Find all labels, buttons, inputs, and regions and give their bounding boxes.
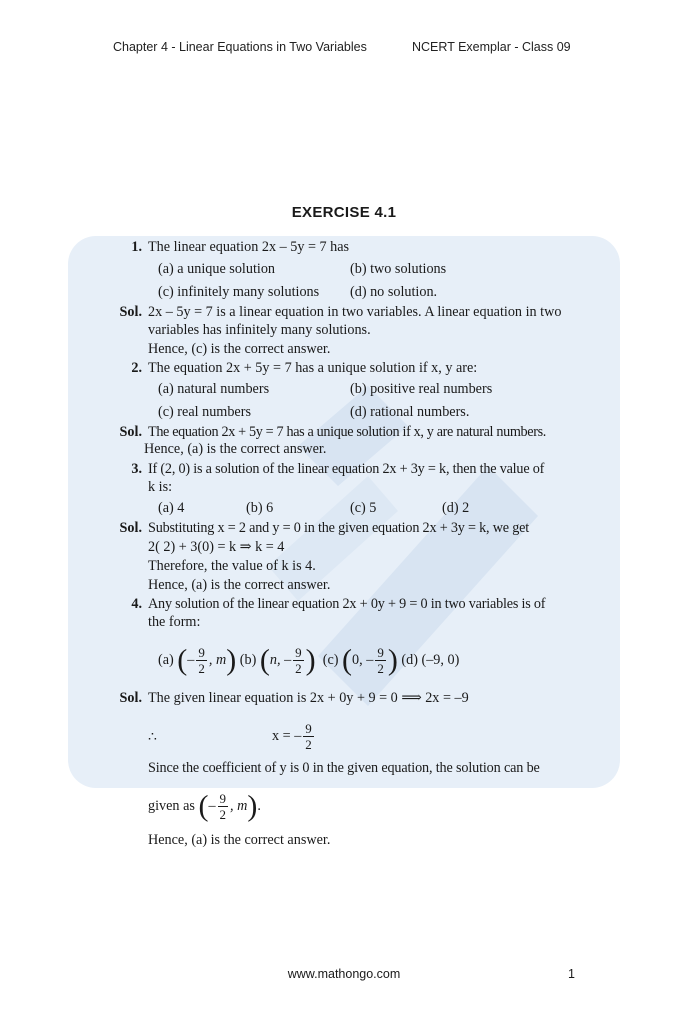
fraction <box>218 791 229 822</box>
fraction-denominator: 2 <box>219 807 227 823</box>
fraction-numerator: 9 <box>198 645 205 661</box>
question-number: 2. <box>131 360 142 376</box>
solution-text: Substituting x = 2 and y = 0 in the given equation 2x + 3y = k, we get <box>148 520 529 536</box>
fraction <box>196 645 207 676</box>
option-d: (d) no solution. <box>350 284 438 300</box>
solution-text: 2x – 5y = 7 is a linear equation in two variables. A linear equation in two <box>148 304 562 320</box>
solution-label: Sol. <box>119 424 142 440</box>
solution-text: Therefore, the value of k is 4. <box>148 558 316 574</box>
option-b-label: (b) <box>239 652 257 668</box>
solution-label: Sol. <box>119 304 142 320</box>
question-text: Any solution of the linear equation 2x + 0y + 9 = 0 in two variables is of <box>148 596 546 612</box>
option-a: (a) 4 <box>158 500 185 516</box>
option-a: (a) natural numbers <box>158 381 270 397</box>
option-b-text: n, – <box>269 652 292 668</box>
solution-text: Since the coefficient of y is 0 in the given equation, the solution can be <box>148 760 540 776</box>
solution-text: The equation 2x + 5y = 7 has a unique solution if x, y are natural numbers. <box>148 424 546 440</box>
exercise-title: EXERCISE 4.1 <box>291 204 397 221</box>
option-a: (a) a unique solution <box>158 261 276 277</box>
solution-option: , m <box>230 798 248 814</box>
fraction-denominator: 2 <box>377 661 384 677</box>
question-number: 1. <box>131 239 142 255</box>
solution-answer: Hence, (a) is the correct answer. <box>148 577 331 593</box>
option-c: (c) infinitely many solutions <box>158 284 320 300</box>
solution-equation <box>272 716 316 756</box>
footer-url[interactable]: www.mathongo.com <box>287 967 401 981</box>
fraction <box>303 721 314 752</box>
option-a-text: , m <box>208 652 227 668</box>
solution-text: variables has infinitely many solutions. <box>148 322 371 338</box>
fraction-numerator: 9 <box>377 645 384 661</box>
solution-label: Sol. <box>119 520 142 536</box>
question-text: the form: <box>148 614 201 630</box>
option-a-label: (a) <box>158 652 174 668</box>
question-number: 4. <box>131 596 142 612</box>
question-number: 3. <box>131 461 142 477</box>
solution-text-start: given as <box>148 798 195 814</box>
question-text: If (2, 0) is a solution of the linear equation 2x + 3y = k, then the value of <box>148 461 545 477</box>
option-b: (b) 6 <box>246 500 274 516</box>
solution-text: 2( 2) + 3(0) = k ⇒ k = 4 <box>148 539 285 555</box>
option-b: (b) two solutions <box>350 261 447 277</box>
minus-sign: – <box>187 652 195 668</box>
fraction-numerator: 9 <box>305 721 312 737</box>
solution-text: The given linear equation is 2x + 0y + 9 = 0 ⟹ 2x = –9 <box>148 690 469 706</box>
option-d: (d) 2 <box>442 500 470 516</box>
fraction <box>375 645 386 676</box>
option-c-label: (c) <box>322 652 339 668</box>
solution-text: given as (– $\frac{9}{2}$ , m). <box>148 789 261 823</box>
equation-lhs: x = – <box>272 728 302 744</box>
question-text: k is: <box>148 479 173 495</box>
solution-answer: Hence, (c) is the correct answer. <box>148 341 331 357</box>
option-d-text: (–9, 0) <box>421 652 460 668</box>
solution-answer: Hence, (a) is the correct answer. <box>148 832 331 848</box>
fraction-denominator: 2 <box>198 661 205 677</box>
fraction <box>293 645 304 676</box>
minus-sign: – <box>208 798 216 814</box>
solution-answer: Hence, (a) is the correct answer. <box>144 441 327 457</box>
question-text: The linear equation 2x – 5y = 7 has <box>148 239 350 255</box>
question-text: The equation 2x + 5y = 7 has a unique solution if x, y are: <box>148 360 478 376</box>
page-number: 1 <box>568 967 575 981</box>
option-d-label: (d) <box>401 652 418 668</box>
option-row: (a) (– $\frac{9}{2}$ , m) (b) (n, – $\frac{9}{2}$ ) (c) (0, – $\frac{9}{2}$ ) (d) (–9, 0) <box>158 643 460 677</box>
option-c-text: 0, – <box>352 652 374 668</box>
solution-label: Sol. <box>119 690 142 706</box>
option-c: (c) real numbers <box>158 404 251 420</box>
header-chapter: Chapter 4 - Linear Equations in Two Variables <box>113 40 367 54</box>
option-b: (b) positive real numbers <box>350 381 493 397</box>
option-c: (c) 5 <box>350 500 377 516</box>
fraction-numerator: 9 <box>295 645 302 661</box>
therefore-symbol: ∴ <box>148 729 158 745</box>
header-book: NCERT Exemplar - Class 09 <box>412 40 571 54</box>
fraction-numerator: 9 <box>219 791 227 807</box>
option-d: (d) rational numbers. <box>350 404 470 420</box>
fraction-denominator: 2 <box>305 737 312 753</box>
fraction-denominator: 2 <box>295 661 302 677</box>
